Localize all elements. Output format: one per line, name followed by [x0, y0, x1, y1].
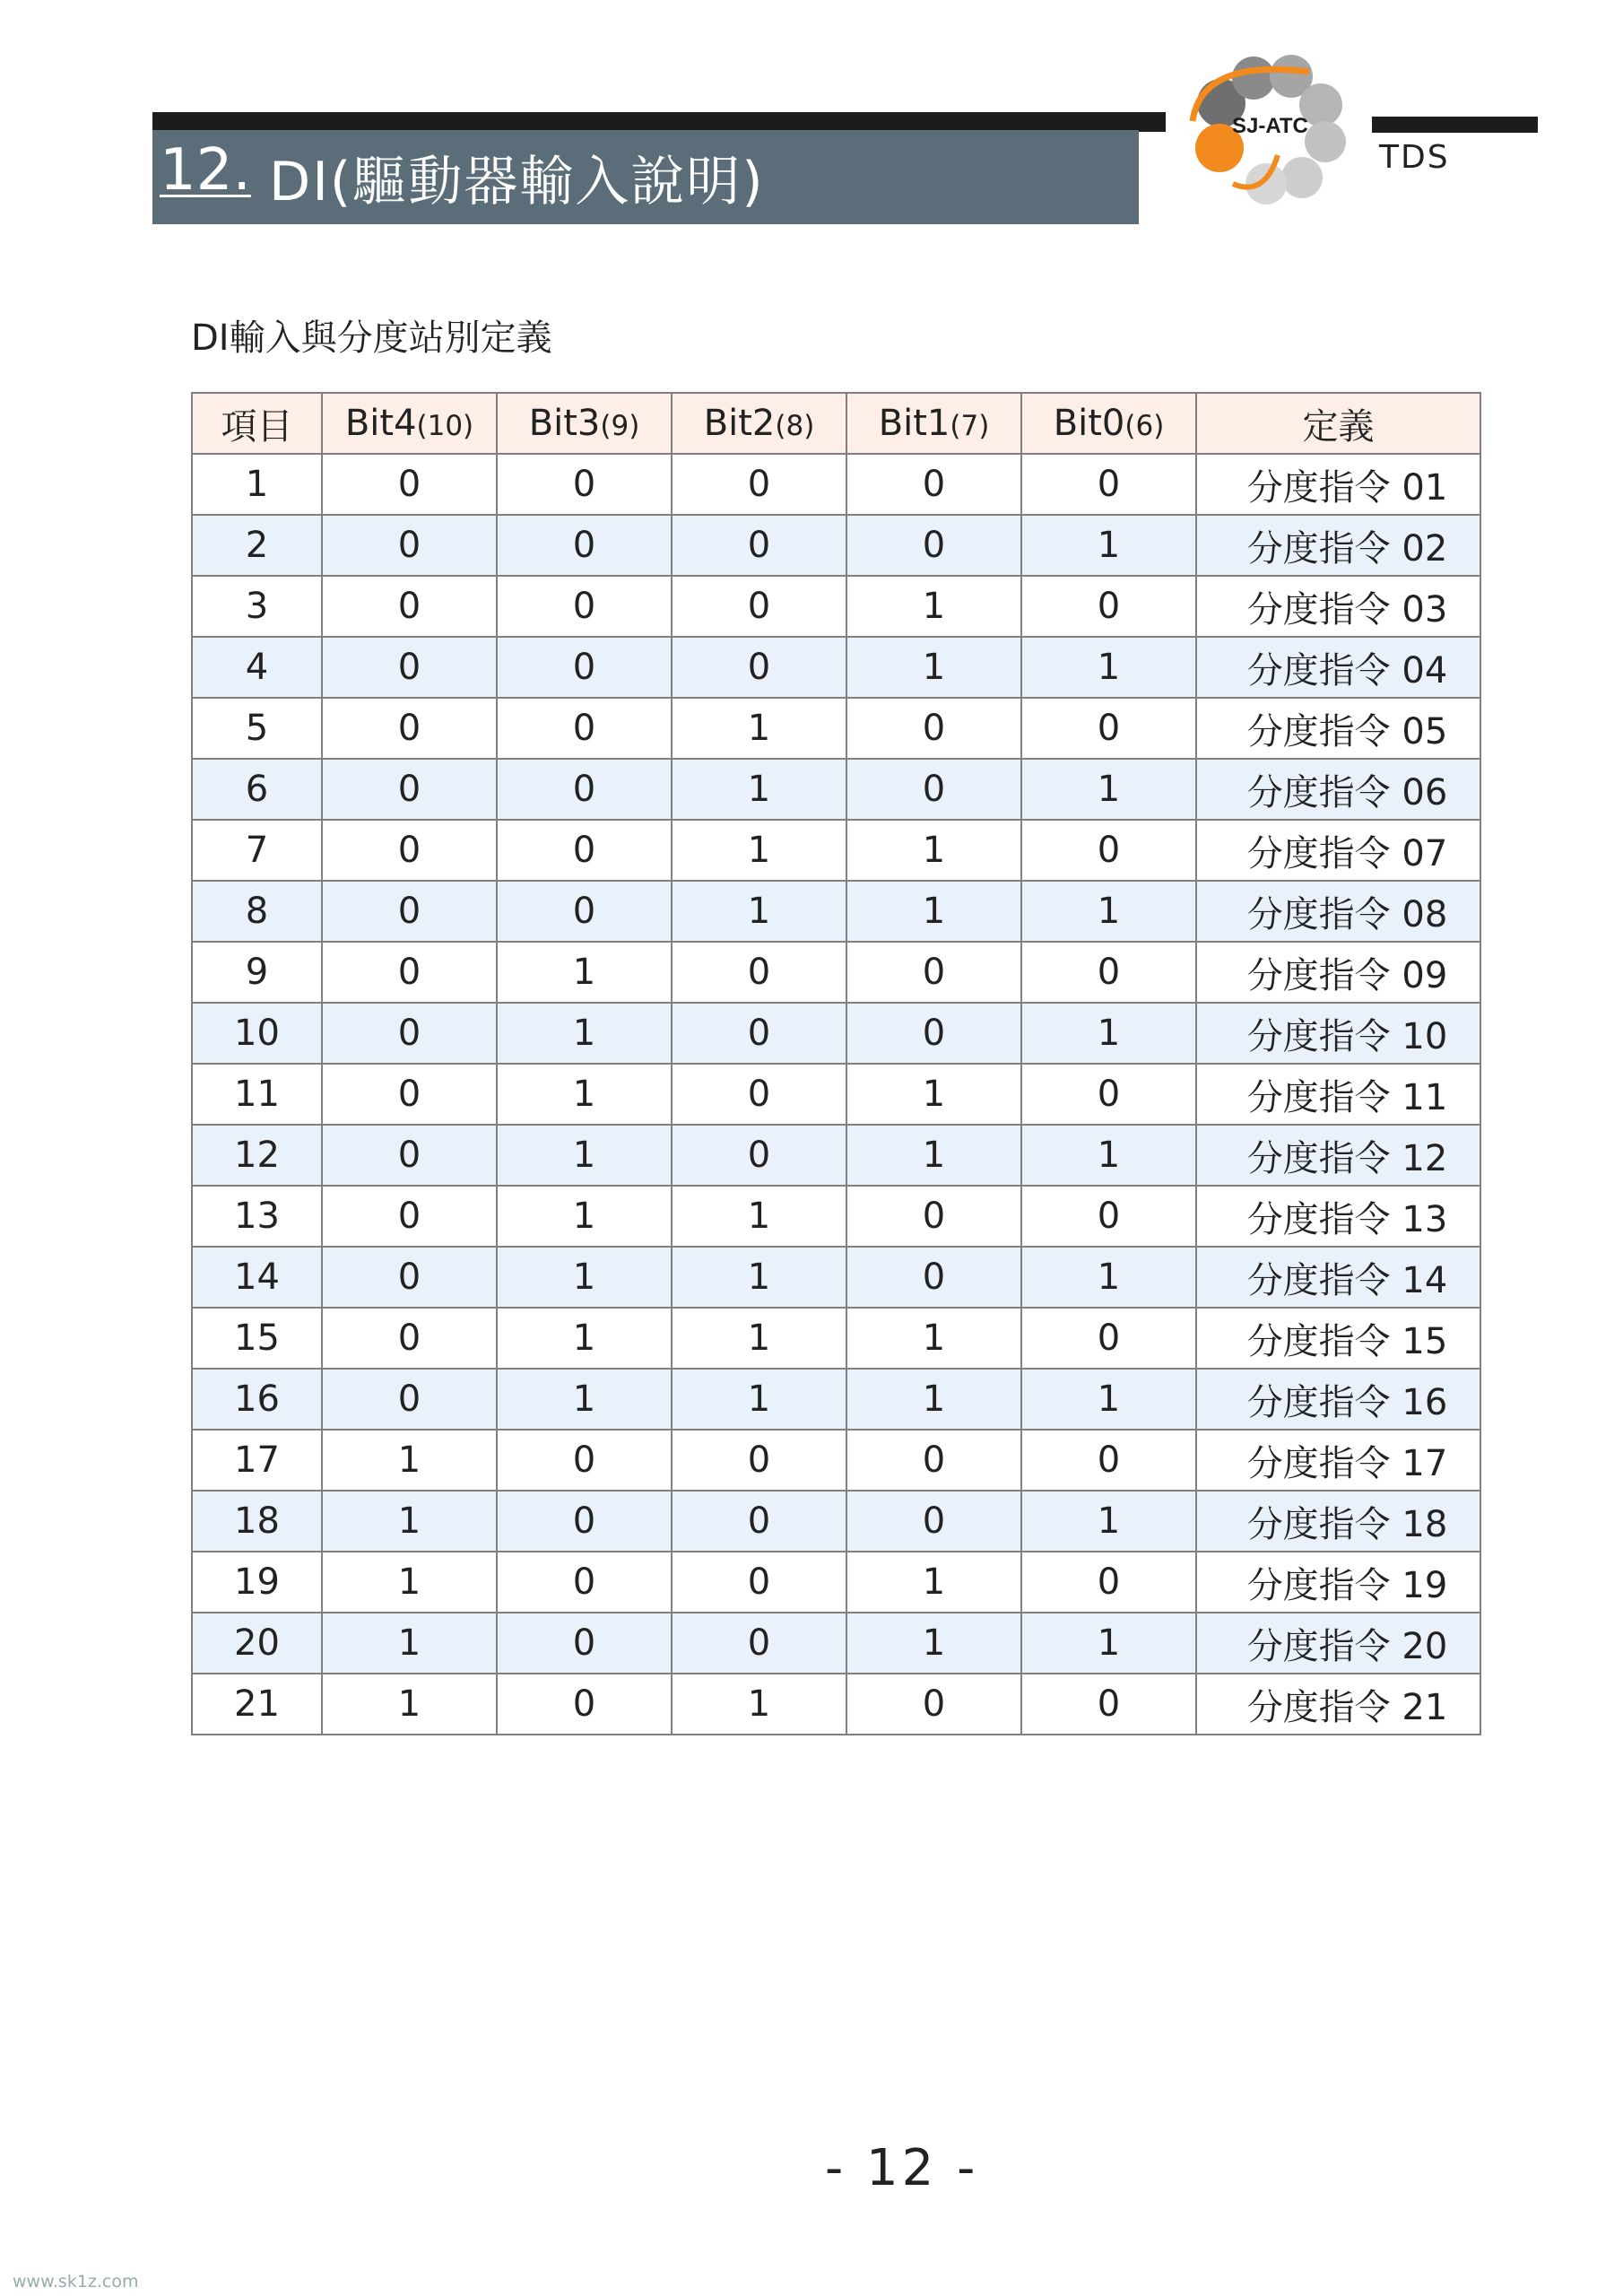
item-number-cell: 3: [192, 576, 322, 637]
bit-cell: 1: [846, 637, 1021, 698]
bit-cell: 1: [322, 1430, 497, 1491]
bit-cell: 0: [322, 637, 497, 698]
column-header: [672, 393, 846, 454]
bit-cell: 1: [497, 1003, 672, 1064]
table-row: [192, 1369, 1480, 1430]
bit-cell: 1: [846, 881, 1021, 942]
table-row: [192, 1308, 1480, 1369]
item-number-cell: 9: [192, 942, 322, 1003]
bit-cell: 1: [1021, 759, 1196, 820]
bit-cell: 0: [672, 942, 846, 1003]
bit-cell: 0: [497, 1552, 672, 1613]
table-row: [192, 1430, 1480, 1491]
column-header: [846, 393, 1021, 454]
definition-cell: 分度指令 19: [1196, 1552, 1480, 1613]
table-row: [192, 515, 1480, 576]
column-header: [322, 393, 497, 454]
bit-cell: 1: [497, 1186, 672, 1247]
column-pin: (6): [1124, 410, 1165, 442]
definition-cell: 分度指令 01: [1196, 454, 1480, 515]
definition-cell: 分度指令 07: [1196, 820, 1480, 881]
header-right-rule: [1372, 117, 1538, 133]
table-row: [192, 576, 1480, 637]
bit-cell: 0: [322, 1247, 497, 1308]
definition-cell: 分度指令 09: [1196, 942, 1480, 1003]
column-label: Bit1: [878, 403, 950, 444]
definition-cell: 分度指令 18: [1196, 1491, 1480, 1552]
bit-cell: 0: [322, 759, 497, 820]
bit-cell: 1: [846, 820, 1021, 881]
bit-cell: 0: [322, 881, 497, 942]
bit-cell: 0: [1021, 942, 1196, 1003]
bit-cell: 1: [672, 1308, 846, 1369]
bit-cell: 0: [322, 1308, 497, 1369]
item-number-cell: 15: [192, 1308, 322, 1369]
column-label: 項目: [221, 405, 293, 448]
bit-cell: 0: [497, 454, 672, 515]
bit-cell: 0: [846, 759, 1021, 820]
bit-cell: 0: [322, 515, 497, 576]
column-pin: (7): [950, 410, 990, 442]
item-number-cell: 16: [192, 1369, 322, 1430]
bit-cell: 0: [497, 759, 672, 820]
title-band: [152, 130, 1139, 224]
definition-cell: 分度指令 13: [1196, 1186, 1480, 1247]
sj-atc-logo: [1175, 49, 1363, 211]
item-number-cell: 13: [192, 1186, 322, 1247]
item-number-cell: 10: [192, 1003, 322, 1064]
bit-cell: 0: [672, 454, 846, 515]
bit-cell: 0: [672, 1125, 846, 1186]
bit-cell: 0: [322, 1064, 497, 1125]
bit-cell: 1: [672, 820, 846, 881]
bit-cell: 0: [672, 515, 846, 576]
definition-cell: 分度指令 11: [1196, 1064, 1480, 1125]
bit-cell: 1: [672, 1247, 846, 1308]
table-row: [192, 1064, 1480, 1125]
table-row: [192, 881, 1480, 942]
bit-cell: 1: [672, 1186, 846, 1247]
item-number-cell: 2: [192, 515, 322, 576]
bit-cell: 1: [1021, 881, 1196, 942]
bit-cell: 0: [497, 820, 672, 881]
column-header: [1021, 393, 1196, 454]
bit-cell: 1: [322, 1613, 497, 1674]
bit-cell: 0: [672, 1613, 846, 1674]
table-row: [192, 698, 1480, 759]
bit-cell: 1: [1021, 1369, 1196, 1430]
definition-cell: 分度指令 16: [1196, 1369, 1480, 1430]
bit-cell: 0: [322, 1186, 497, 1247]
item-number-cell: 17: [192, 1430, 322, 1491]
definition-cell: 分度指令 06: [1196, 759, 1480, 820]
bit-cell: 0: [322, 576, 497, 637]
bit-cell: 1: [322, 1491, 497, 1552]
definition-cell: 分度指令 08: [1196, 881, 1480, 942]
bit-cell: 0: [846, 515, 1021, 576]
bit-cell: 0: [672, 637, 846, 698]
column-label: Bit4: [344, 403, 417, 444]
bit-cell: 0: [846, 1003, 1021, 1064]
bit-cell: 0: [322, 1003, 497, 1064]
bit-cell: 0: [497, 637, 672, 698]
bit-cell: 1: [1021, 1491, 1196, 1552]
bit-cell: 0: [672, 1491, 846, 1552]
bit-cell: 0: [497, 881, 672, 942]
bit-cell: 1: [846, 1125, 1021, 1186]
bit-cell: 1: [846, 1064, 1021, 1125]
bit-cell: 0: [846, 1491, 1021, 1552]
bit-cell: 0: [497, 1491, 672, 1552]
definition-cell: 分度指令 04: [1196, 637, 1480, 698]
bit-cell: 0: [497, 698, 672, 759]
bit-cell: 1: [672, 1369, 846, 1430]
bit-cell: 0: [322, 1369, 497, 1430]
bit-cell: 0: [1021, 454, 1196, 515]
bit-cell: 0: [1021, 1430, 1196, 1491]
doc-tag: TDS: [1379, 139, 1450, 176]
definition-cell: 分度指令 15: [1196, 1308, 1480, 1369]
item-number-cell: 4: [192, 637, 322, 698]
bit-cell: 0: [846, 698, 1021, 759]
bit-cell: 1: [1021, 1613, 1196, 1674]
bit-cell: 1: [846, 1369, 1021, 1430]
bit-cell: 0: [1021, 698, 1196, 759]
item-number-cell: 19: [192, 1552, 322, 1613]
bit-cell: 0: [672, 1003, 846, 1064]
section-number: 12.: [160, 137, 251, 204]
definition-cell: 分度指令 12: [1196, 1125, 1480, 1186]
bit-cell: 0: [497, 1430, 672, 1491]
table-row: [192, 1003, 1480, 1064]
column-label: Bit0: [1053, 403, 1125, 444]
bit-cell: 0: [672, 1552, 846, 1613]
bit-cell: 0: [846, 1186, 1021, 1247]
bit-cell: 1: [1021, 1247, 1196, 1308]
definition-cell: 分度指令 20: [1196, 1613, 1480, 1674]
table-row: [192, 1186, 1480, 1247]
bit-cell: 1: [322, 1552, 497, 1613]
item-number-cell: 11: [192, 1064, 322, 1125]
bit-cell: 0: [497, 1674, 672, 1735]
table-row: [192, 1491, 1480, 1552]
bit-cell: 0: [322, 942, 497, 1003]
bit-cell: 0: [1021, 1186, 1196, 1247]
bit-cell: 1: [672, 1674, 846, 1735]
bit-cell: 0: [1021, 1308, 1196, 1369]
definition-cell: 分度指令 21: [1196, 1674, 1480, 1735]
bit-cell: 1: [497, 1064, 672, 1125]
item-number-cell: 6: [192, 759, 322, 820]
header-top-rule: [152, 112, 1166, 132]
column-pin: (9): [600, 410, 640, 442]
column-label: 定義: [1302, 405, 1375, 448]
bit-cell: 0: [497, 515, 672, 576]
section-heading: DI輸入與分度站別定義: [191, 317, 552, 359]
item-number-cell: 7: [192, 820, 322, 881]
table-row: [192, 1552, 1480, 1613]
definition-cell: 分度指令 17: [1196, 1430, 1480, 1491]
bit-cell: 1: [672, 698, 846, 759]
bit-cell: 0: [322, 454, 497, 515]
bit-cell: 0: [672, 576, 846, 637]
page-title: DI(驅動器輸入說明): [269, 151, 765, 213]
column-header: [192, 393, 322, 454]
item-number-cell: 20: [192, 1613, 322, 1674]
table-header-row: [192, 393, 1480, 454]
item-number-cell: 5: [192, 698, 322, 759]
column-pin: (8): [775, 410, 815, 442]
bit-cell: 1: [497, 1369, 672, 1430]
definition-cell: 分度指令 02: [1196, 515, 1480, 576]
bit-cell: 1: [322, 1674, 497, 1735]
bit-cell: 0: [846, 1247, 1021, 1308]
bit-cell: 1: [846, 1552, 1021, 1613]
column-pin: (10): [416, 410, 474, 442]
bit-cell: 0: [497, 576, 672, 637]
definition-cell: 分度指令 10: [1196, 1003, 1480, 1064]
table-row: [192, 1613, 1480, 1674]
bit-cell: 1: [846, 1308, 1021, 1369]
table-row: [192, 1247, 1480, 1308]
bit-cell: 0: [846, 1674, 1021, 1735]
table-row: [192, 1125, 1480, 1186]
item-number-cell: 21: [192, 1674, 322, 1735]
watermark: www.sk1z.com: [13, 2272, 139, 2292]
bit-cell: 1: [672, 881, 846, 942]
bit-cell: 0: [322, 1125, 497, 1186]
definition-cell: 分度指令 14: [1196, 1247, 1480, 1308]
table-row: [192, 637, 1480, 698]
column-label: Bit2: [703, 403, 776, 444]
bit-cell: 1: [1021, 637, 1196, 698]
item-number-cell: 14: [192, 1247, 322, 1308]
bit-cell: 0: [1021, 820, 1196, 881]
bit-cell: 1: [846, 1613, 1021, 1674]
bit-cell: 0: [497, 1613, 672, 1674]
bit-cell: 0: [322, 820, 497, 881]
bit-cell: 0: [846, 942, 1021, 1003]
table-row: [192, 1674, 1480, 1735]
table-row: [192, 942, 1480, 1003]
bit-cell: 0: [1021, 1552, 1196, 1613]
item-number-cell: 8: [192, 881, 322, 942]
bit-cell: 1: [846, 576, 1021, 637]
table-row: [192, 820, 1480, 881]
table-row: [192, 454, 1480, 515]
bit-cell: 0: [1021, 1064, 1196, 1125]
bit-cell: 1: [672, 759, 846, 820]
item-number-cell: 12: [192, 1125, 322, 1186]
bit-cell: 1: [497, 1247, 672, 1308]
column-header: [497, 393, 672, 454]
definition-cell: 分度指令 05: [1196, 698, 1480, 759]
di-definition-table: [191, 392, 1481, 1735]
bit-cell: 1: [1021, 1003, 1196, 1064]
column-header: [1196, 393, 1480, 454]
table-row: [192, 759, 1480, 820]
item-number-cell: 18: [192, 1491, 322, 1552]
column-label: Bit3: [528, 403, 601, 444]
page-number: - 12 -: [825, 2139, 979, 2197]
bit-cell: 1: [1021, 1125, 1196, 1186]
bit-cell: 0: [846, 1430, 1021, 1491]
bit-cell: 0: [1021, 1674, 1196, 1735]
bit-cell: 0: [672, 1064, 846, 1125]
bit-cell: 0: [322, 698, 497, 759]
bit-cell: 0: [846, 454, 1021, 515]
bit-cell: 0: [672, 1430, 846, 1491]
bit-cell: 1: [497, 1308, 672, 1369]
item-number-cell: 1: [192, 454, 322, 515]
bit-cell: 1: [497, 942, 672, 1003]
bit-cell: 1: [1021, 515, 1196, 576]
bit-cell: 1: [497, 1125, 672, 1186]
bit-cell: 0: [1021, 576, 1196, 637]
definition-cell: 分度指令 03: [1196, 576, 1480, 637]
logo-text: SJ-ATC: [1232, 114, 1308, 138]
